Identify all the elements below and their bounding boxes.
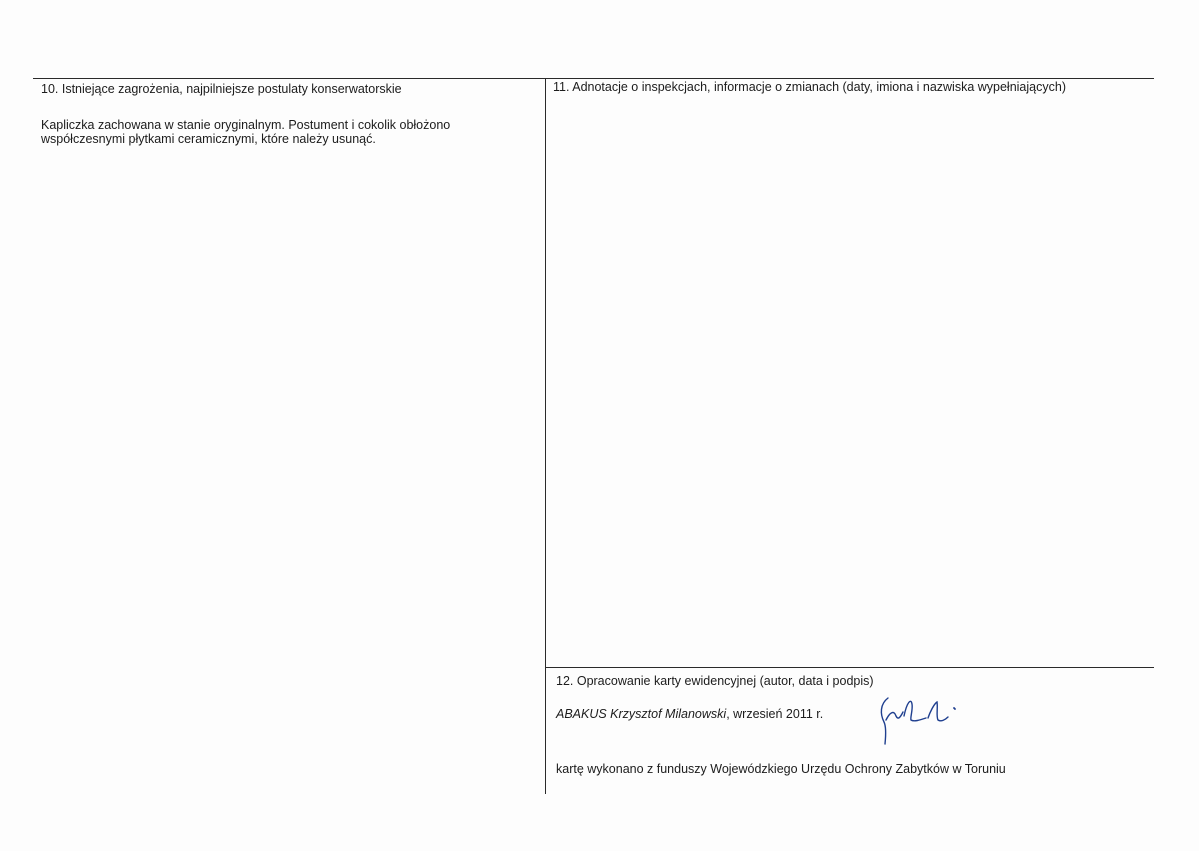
section-12-rule [546, 667, 1154, 668]
funding-note: kartę wykonano z funduszy Wojewódzkiego Urzędu Ochrony Zabytków w Toruniu [556, 762, 1006, 776]
author-line [556, 707, 823, 722]
column-divider [545, 78, 546, 794]
author-name: ABAKUS Krzysztof Milanowski [556, 707, 727, 721]
section-10-heading: 10. Istniejące zagrożenia, najpilniejsze postulaty konserwatorskie [41, 82, 402, 96]
section-11-heading: 11. Adnotacje o inspekcjach, informacje o zmianach (daty, imiona i nazwiska wypełniających) [553, 80, 1066, 94]
section-12-heading: 12. Opracowanie karty ewidencyjnej (autor, data i podpis) [556, 674, 874, 688]
section-10-body: Kapliczka zachowana w stanie oryginalnym. Postument i cokolik obłożono współczesnymi płytkami ceramicznymi, które należy usunąć. [41, 118, 451, 146]
top-rule [33, 78, 1154, 79]
signature-icon [874, 690, 964, 746]
author-date: , wrzesień 2011 r. [726, 707, 824, 721]
